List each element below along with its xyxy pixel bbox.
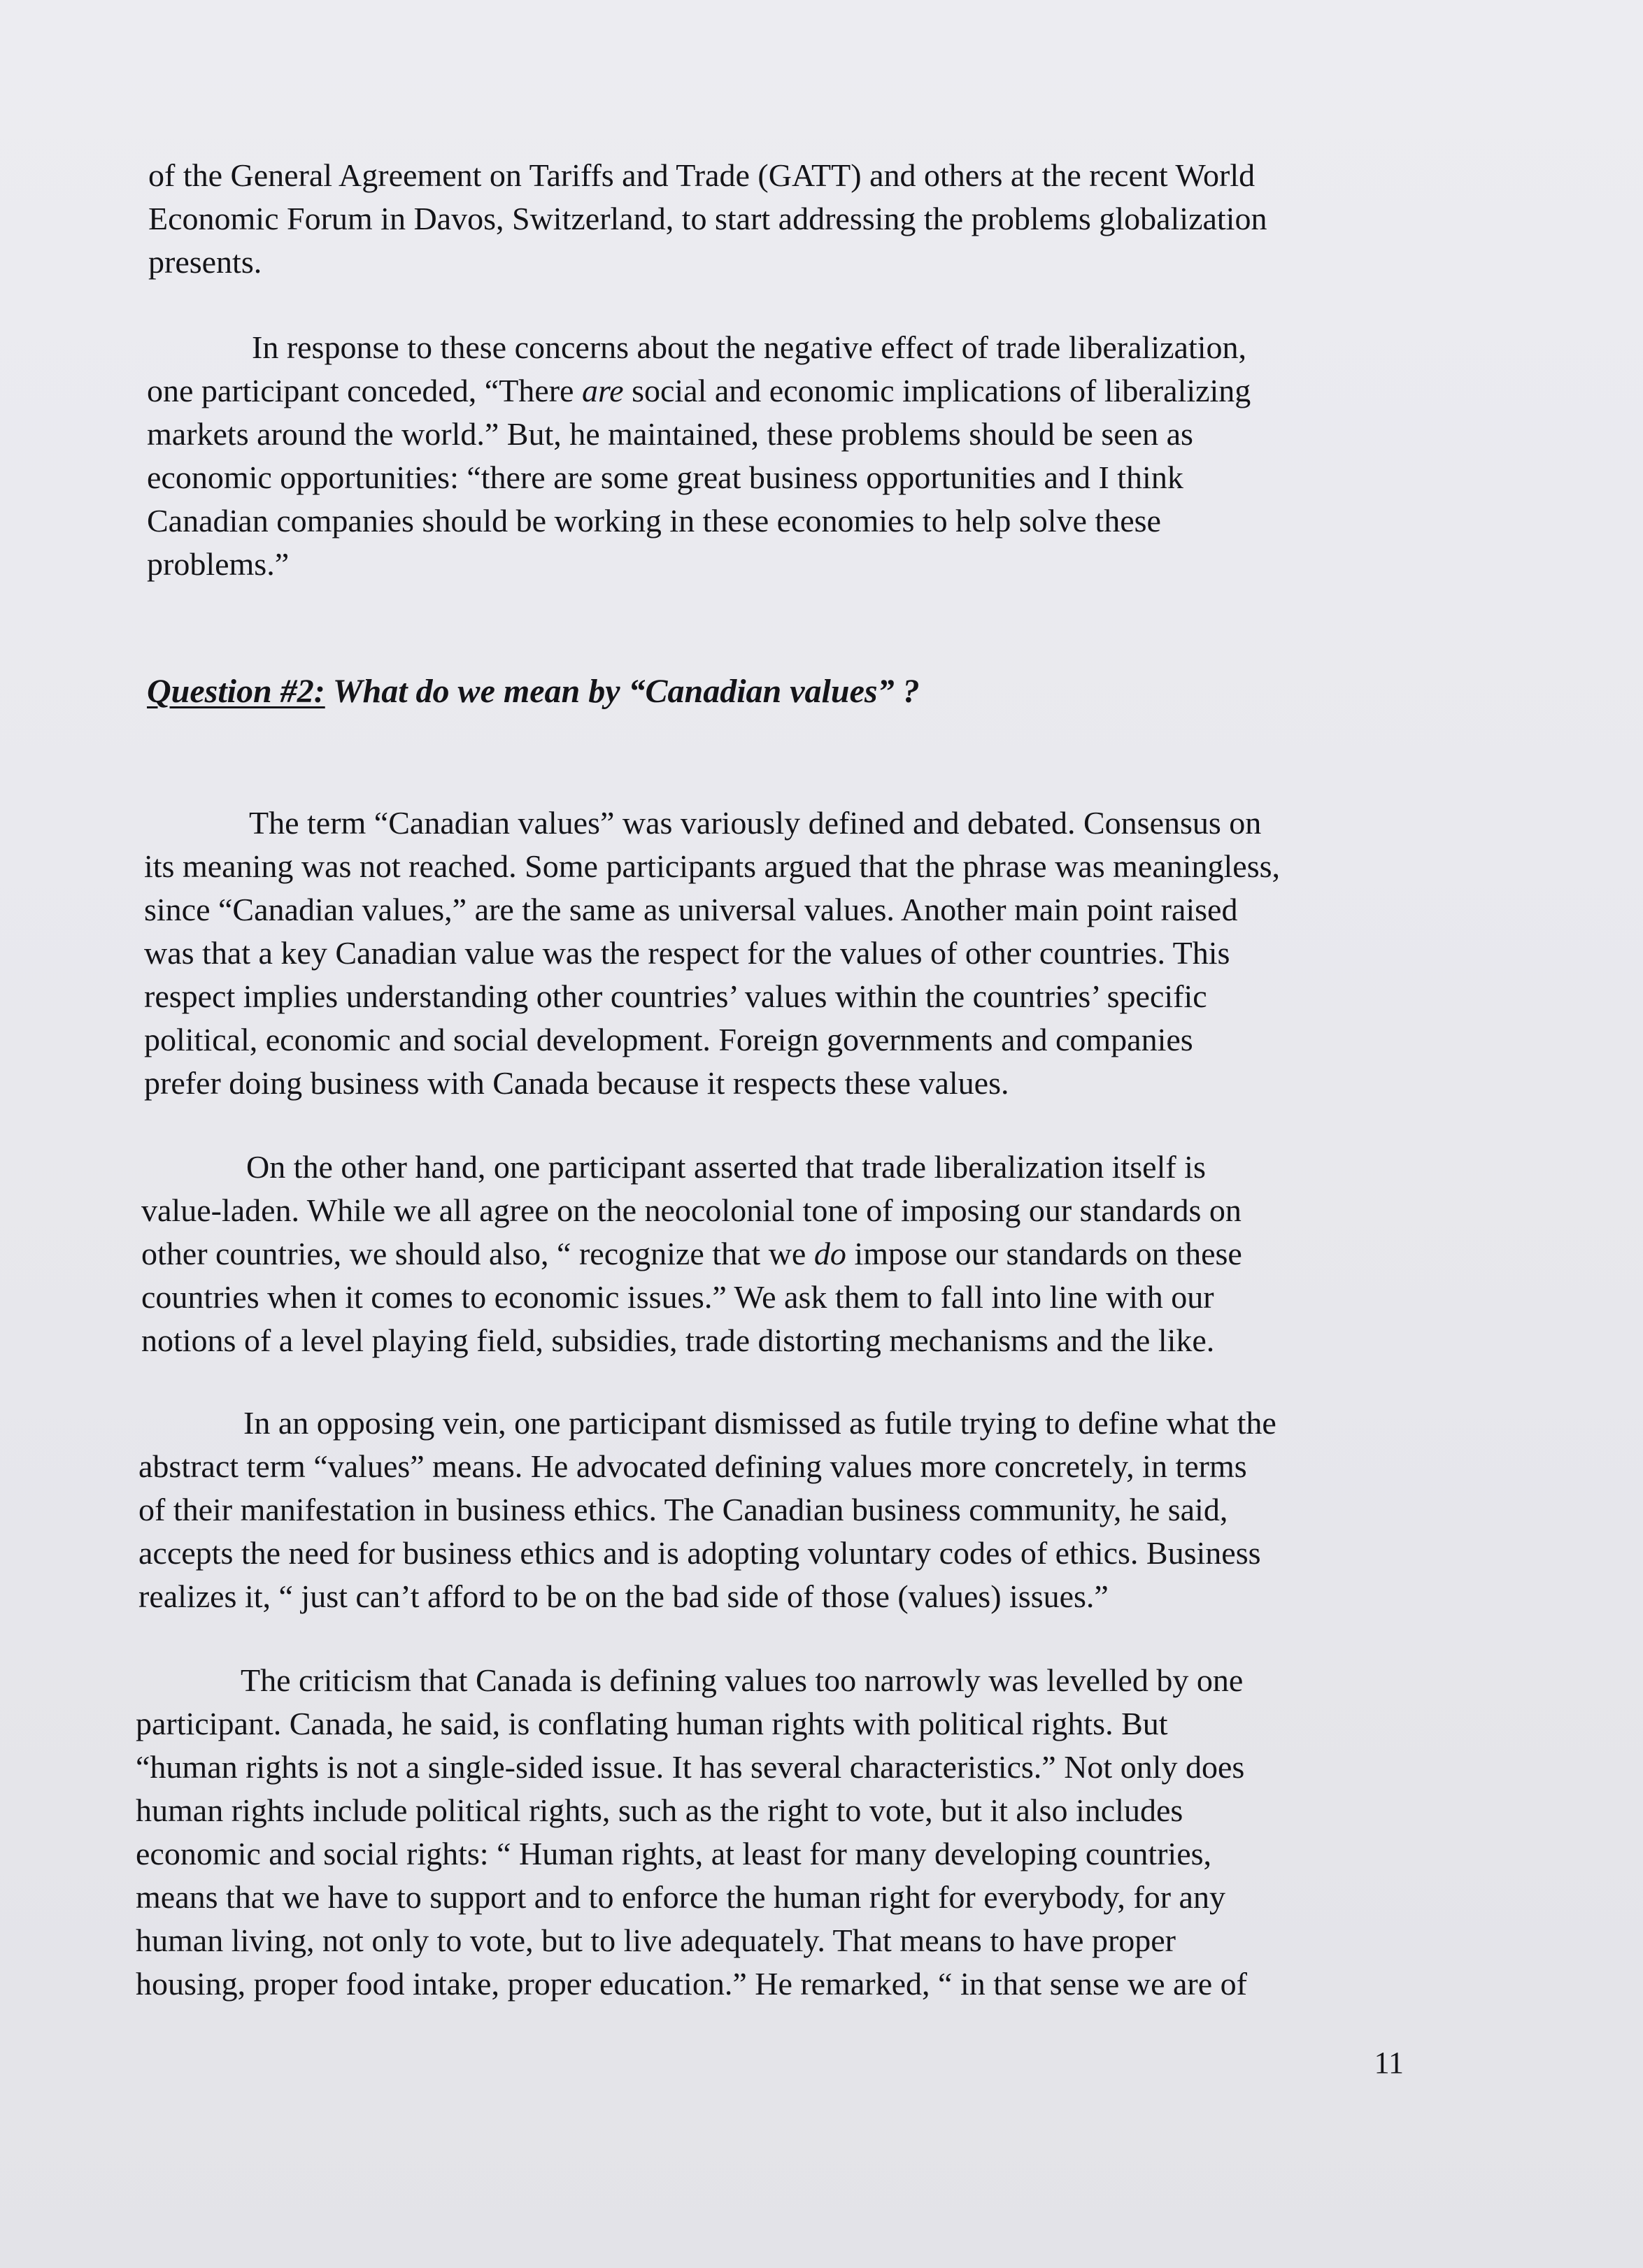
text-line: Economic Forum in Davos, Switzerland, to start addressing the problems globalization	[148, 201, 1267, 236]
paragraph	[138, 1402, 1276, 1618]
paragraph	[148, 154, 1267, 284]
section-heading	[147, 670, 920, 713]
text-line: problems.”	[147, 546, 290, 582]
text-line: other countries, we should also, “ recognize that we do impose our standards on these	[141, 1236, 1242, 1271]
text-line: The criticism that Canada is defining values too narrowly was levelled by one	[241, 1662, 1244, 1698]
text-line: markets around the world.” But, he maintained, these problems should be seen as	[147, 416, 1193, 452]
text-line: “human rights is not a single-sided issue. It has several characteristics.” Not only does	[136, 1749, 1245, 1785]
text-line: means that we have to support and to enforce the human right for everybody, for any	[136, 1879, 1225, 1915]
text-line: of their manifestation in business ethics. The Canadian business community, he said,	[138, 1492, 1228, 1527]
text-line: human rights include political rights, such as the right to vote, but it also includes	[136, 1792, 1183, 1828]
text-line: realizes it, “ just can’t afford to be on the bad side of those (values) issues.”	[138, 1578, 1109, 1614]
text-line: prefer doing business with Canada because it respects these values.	[144, 1065, 1009, 1101]
text-line: The term “Canadian values” was variously defined and debated. Consensus on	[249, 805, 1262, 841]
text-line: its meaning was not reached. Some participants argued that the phrase was meaningless,	[144, 848, 1281, 884]
text-line: In response to these concerns about the negative effect of trade liberalization,	[252, 329, 1247, 365]
paragraph	[144, 801, 1280, 1105]
text-line: housing, proper food intake, proper education.” He remarked, “ in that sense we are of	[136, 1966, 1247, 2002]
text-line: value-laden. While we all agree on the neocolonial tone of imposing our standards on	[141, 1192, 1242, 1228]
text-line: was that a key Canadian value was the respect for the values of other countries. This	[144, 935, 1230, 971]
text-line: political, economic and social development. Foreign governments and companies	[144, 1022, 1193, 1057]
text-line: On the other hand, one participant asserted that trade liberalization itself is	[246, 1149, 1206, 1185]
text-line: human living, not only to vote, but to live adequately. That means to have proper	[136, 1923, 1176, 1958]
text-line: notions of a level playing field, subsidies, trade distorting mechanisms and the like.	[141, 1322, 1215, 1358]
page-number: 11	[1374, 2046, 1404, 2080]
text-line: In an opposing vein, one participant dismissed as futile trying to define what the	[243, 1405, 1276, 1441]
text-line: presents.	[148, 244, 262, 280]
text-line: countries when it comes to economic issues.” We ask them to fall into line with our	[141, 1279, 1214, 1315]
text-line: economic opportunities: “there are some great business opportunities and I think	[147, 459, 1183, 495]
emphasis: are	[581, 373, 624, 408]
text-line: accepts the need for business ethics and is adopting voluntary codes of ethics. Business	[138, 1535, 1261, 1571]
paragraph	[147, 326, 1251, 586]
paragraph	[136, 1659, 1247, 2006]
question-text: What do we mean by “Canadian values” ?	[325, 673, 920, 710]
text-line: participant. Canada, he said, is conflating human rights with political rights. But	[136, 1706, 1168, 1741]
text-line: economic and social rights: “ Human rights, at least for many developing countries,	[136, 1836, 1212, 1871]
text-line: Canadian companies should be working in these economies to help solve these	[147, 503, 1161, 539]
text-line: since “Canadian values,” are the same as universal values. Another main point raised	[144, 892, 1238, 927]
question-label: Question #2:	[147, 673, 325, 710]
paragraph	[141, 1146, 1242, 1362]
text-line: one participant conceded, “There are social and economic implications of liberalizing	[147, 373, 1251, 408]
text-line: of the General Agreement on Tariffs and Trade (GATT) and others at the recent World	[148, 157, 1256, 193]
emphasis: do	[813, 1236, 846, 1271]
text-line: respect implies understanding other countries’ values within the countries’ specific	[144, 978, 1207, 1014]
text-line: abstract term “values” means. He advocated defining values more concretely, in terms	[138, 1448, 1247, 1484]
